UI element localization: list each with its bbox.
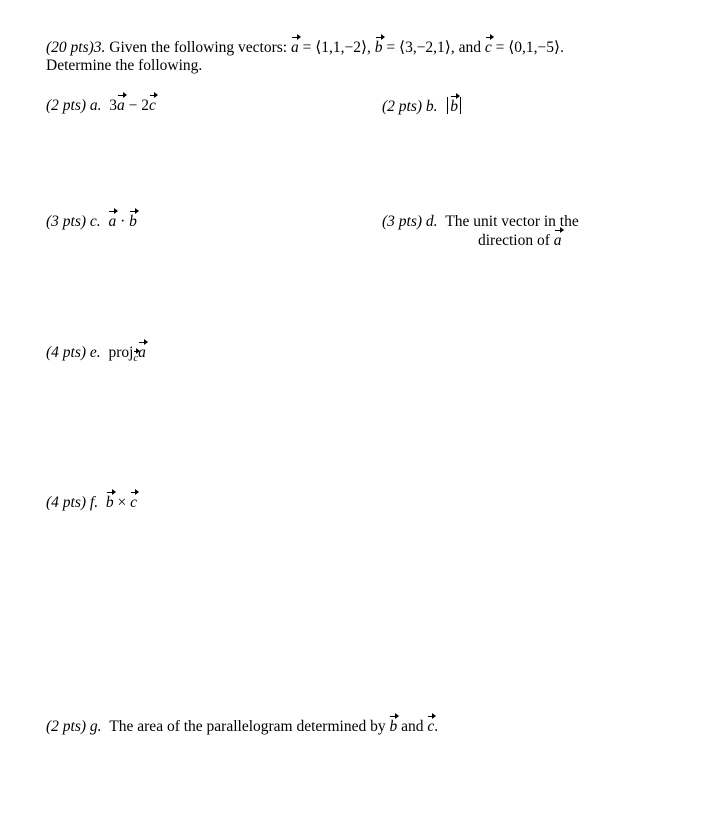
- problem-intro: Given the following vectors:: [109, 39, 288, 56]
- part-c-label: c.: [89, 213, 101, 230]
- part-c: [46, 213, 137, 231]
- part-a: [46, 97, 156, 115]
- part-a-operator: −: [128, 97, 138, 114]
- part-e: [46, 344, 146, 362]
- vector-a-value: = ⟨1,1,−2⟩,: [302, 39, 371, 56]
- vector-b-value: = ⟨3,−2,1⟩,: [386, 39, 455, 56]
- magnitude-bar-left: [447, 97, 448, 114]
- part-e-subscript: c: [133, 353, 139, 364]
- header-and: and: [458, 39, 481, 56]
- part-f-points: (4 pts): [46, 494, 87, 511]
- part-b-label: b.: [425, 98, 438, 115]
- part-f: [46, 494, 137, 512]
- part-e-points: (4 pts): [46, 344, 87, 361]
- part-d-label: d.: [425, 213, 438, 230]
- problem-instruction: Determine the following.: [46, 57, 203, 74]
- part-a-label: a.: [89, 97, 102, 114]
- vector-c-symbol: c: [484, 39, 492, 56]
- vector-a-symbol: a: [290, 39, 299, 56]
- part-d-continuation: [478, 232, 562, 250]
- part-d-vector: a: [553, 232, 562, 249]
- part-a-vector2: c: [149, 97, 156, 114]
- vector-b-symbol: b: [374, 39, 383, 56]
- part-d-line2: direction of: [478, 232, 550, 249]
- part-c-points: (3 pts): [46, 213, 87, 230]
- part-b-points: (2 pts): [382, 98, 423, 115]
- part-f-vector2: c: [130, 494, 137, 511]
- part-c-operator: ·: [120, 213, 126, 230]
- part-g: [46, 718, 438, 736]
- part-a-coef2: 2: [141, 97, 150, 114]
- part-g-vector1: b: [389, 718, 398, 735]
- problem-header: [46, 38, 564, 57]
- part-e-label: e.: [89, 344, 101, 361]
- part-b-vector: b: [450, 98, 459, 115]
- part-d-points: (3 pts): [382, 213, 423, 230]
- part-g-period: .: [434, 718, 439, 735]
- part-g-points: (2 pts): [46, 718, 87, 735]
- part-a-coef1: 3: [109, 97, 118, 114]
- part-g-label: g.: [89, 718, 102, 735]
- part-e-vector: a: [138, 344, 146, 361]
- part-d: [382, 213, 579, 231]
- part-g-text: The area of the parallelogram determined by: [109, 718, 386, 735]
- part-f-operator: ×: [117, 494, 127, 511]
- part-c-vector1: a: [108, 213, 117, 230]
- part-d-line1: The unit vector in the: [445, 213, 579, 230]
- part-e-proj: proj: [108, 344, 134, 361]
- part-g-vector2: c: [427, 718, 435, 735]
- vector-c-value: = ⟨0,1,−5⟩.: [495, 39, 564, 56]
- part-a-points: (2 pts): [46, 97, 87, 114]
- part-f-label: f.: [89, 494, 99, 511]
- part-f-vector1: b: [105, 494, 114, 511]
- part-a-vector1: a: [117, 97, 125, 114]
- magnitude-bar-right: [460, 97, 461, 114]
- part-b: [382, 97, 463, 116]
- problem-points: (20 pts)3.: [46, 39, 106, 56]
- part-g-and: and: [401, 718, 424, 735]
- part-c-vector2: b: [129, 213, 137, 230]
